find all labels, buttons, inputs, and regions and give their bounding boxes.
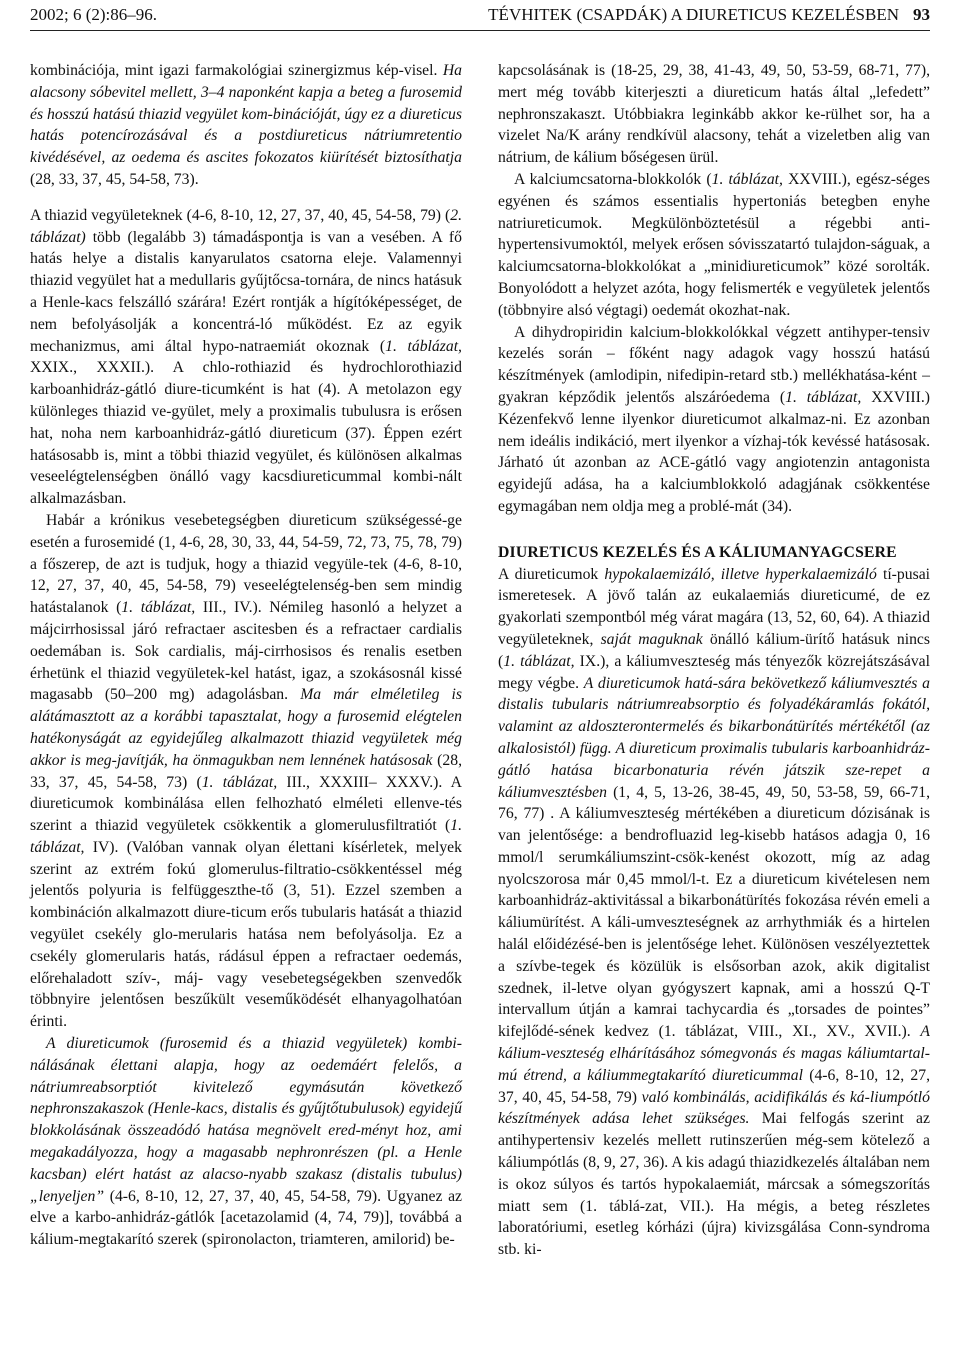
paragraph [30,1033,462,1251]
right-column [498,60,930,1261]
italic-text-run: 2. táblázat) [30,206,462,246]
text-run: III., IV.). Némileg hasonló a helyzet a májcirrhosissal járó refractaer ascitesben és a refractaer cardialis oedemában is. Sok cardialis, máj-cirrhosisos és renalis esetben érhetünk el thiazid vegyületek-kel hatást, igaz, a szokásosnál kissé magasabb (50–200 mg) adagolásban. [30,599,462,704]
italic-text-run: 1. táblázat, [785,388,862,406]
text-run: A thiazid vegyületeknek (4-6, 8-10, 12, 27, 37, 40, 45, 54-58, 79) ( [30,206,451,224]
text-run: (28, 33, 37, 45, 54-58, 73) ( [30,751,462,791]
paragraph [30,205,462,510]
text-run: (1, 4, 5, 13-26, 38-45, 49, 50, 53-58, 59, 66-71, 76, 77) . A káliumveszteség mértékében a diureticum dózisának is van jelentősége: a bendrofluazid leg-kisebb hatásos adagja 0, 16 mmol/l serumkáliumszint-csök-kenést okozott, míg az adag nyolcszorosa már 0,45 mmol/l-t. Ez a diureticum kivételesen nem karboanhidráz-aktivitással a bikarbonátürítés fokozása révén emeli a káliumürítést. A káli-umveszteségnek az arrhythmiák és a hirtelen halál előidézésé-ben is jelentősége lehet. Különösen veszélyeztettek a szívbe-tegek és közülük is elsősorban azok, akik digitalist szednek, il-letve olyan gyógyszert kapnak, ami a hosszú Q-T intervallum útján a kamrai tachycardia és „torsades de pointes” kifejlődé-sének kedvez (1. táblázat, VIII., XI., XV., XVII.). [498,783,930,1041]
italic-text-run: 1. táblázat, [711,170,783,188]
text-run: kombinációja, mint igazi farmakológiai szinergizmus kép-visel. [30,62,443,79]
text-run: IV). (Valóban vannak olyan élettani kísérletek, melyek szerint az extrém fokú glomerulus-filtratio-csökkentéssel még jelentős polyuria is felfüggeszthe-tő (3, 51). Ezzel szemben a kombináción alkalmazott diure-ticum erős tubularis hatását a thiazid vegyület csekély glo-merularis hatása nem befolyásolja. Ez a csekély glomerularis hatás, rádásul éppen a refractaer oedemás, előrehaladott szív-, máj- vagy vesebetegségekben szenvedők többnyire jelentősen beszűkült veseműködését elhanyagolhatóan érinti. [30,838,462,1031]
italic-text-run: Ma már elméletileg is alátámasztott az a korábbi tapasztalat, hogy a furosemid elégtelen hatékonyságát az egyidejűleg alkalmazott thiazid vegyületek még akkor is meg-javítják, ha önmagukban nem lennének hatásosak [30,686,462,769]
italic-text-run: 1. táblázat, [121,599,196,617]
text-run: Habár a krónikus vesebetegségben diureticum szükségessé-ge esetén a furosemidé (1, 4-6, 28, 30, 33, 44, 54-59, 72, 73, 75, 78, 79) a főszerep, de azt is tudjuk, hogy a thiazid vegyüle-tek (4-6, 8-10, 12, 27, 37, 40, 45, 54-58, 79) veseelégtelenség-ben sem mindig hatástalanok ( [30,511,462,617]
text-run: (28, 33, 37, 45, 54-58, 73). [30,170,199,188]
paragraph [30,60,462,191]
text-run: A diureticumok [498,565,605,583]
paragraph [498,169,930,322]
italic-text-run: Ha alacsony sóbevitel mellett, 3–4 naponként kapja a beteg a furosemid és hosszú hatású thiazid vegyület kom-binációját, úgy ez a diureticus hatás potencírozásával és a postdiureticus nátriumretentio kivédésével, az oedema és ascites fokozatos kiürítését biztosíthatja [30,62,462,167]
text-run: több (legalább 3) támadáspontja is van a vesében. A fő hatás helye a distalis kanyarulatos csatorna eleje. Valamennyi thiazid vegyület hat a medullaris gyűjtőcsa-tornára, de nincs hatásuk a Henle-kacs felszálló szárára! Ezért rontják a hígítóképességet, de nem befolyásolják a koncentrá-ló működést. Ez az egyik mechanizmus, ami által hypo-natraemiát okoznak ( [30,228,462,355]
italic-text-run: 1. táblázat, [30,817,462,856]
left-column [30,60,462,1251]
text-run: A kalciumcsatorna-blokkolók ( [514,170,712,188]
italic-text-run: való kombinálás, acidifikálás és ká-liumpótló készítmények adása lehet szükséges. [498,1088,931,1128]
text-run: XXVIII.), egész-séges egyénen és számos essentialis hypertoniás betegben enyhe natriureticumok. Megkülönböztetésül a régebbi anti-hypertensivumoktól, melyek erősen sóvisszatartó tulajdon-ságuak, a kalciumcsatorna-blokkolókat a „minidiureticumok” közé sorolták. Bonyolódott a helyzet azóta, hogy felismerték e vegyületek jelentős (többnyire alsó végtagi) oedemát okozhat-nak. [498,170,930,319]
italic-text-run: 1. táblázat, [385,337,462,355]
italic-text-run: 1. táblázat, [503,652,575,670]
italic-text-run: 1. táblázat, [201,773,278,791]
running-title [488,4,930,26]
text-run: önálló kálium-ürítő hatásuk nincs ( [498,630,930,670]
italic-text-run: hypokalaemizáló, illetve hyperkalaemizáló [604,565,877,583]
italic-text-run: saját maguknak [600,630,703,648]
paragraph [30,510,462,1033]
journal-citation: 2002; 6 (2):86–96. [30,5,158,24]
italic-text-run: A kálium-veszteség elhárításához sómegvonás és magas káliumtartal-mú étrend, a káliummegtakarító diureticummal [498,1023,930,1084]
text-run: IX.), a káliumveszteség más tényezők közrejátszásával megy végbe. [498,652,930,692]
text-run: kapcsolásának is (18-25, 29, 38, 41-43, 49, 50, 53-59, 68-71, 77), mert még tovább kiterjeszti a diureticum hatás által „lefedett” nephronszakaszt. Utóbbiakra leginkább akkor ke-rülhet sor, ha a vizelet Na/K arány rendkívül alacsony, tehát a vizeletben alig van nátrium, de kálium bőségesen ürül. [498,62,930,167]
text-run: A dihydropiridin kalcium-blokkolókkal végzett antihyper-tensiv kezelés során – főként nagy adagok vagy hosszú hatású készítmények (amlodipin, nifedipin-retard stb.) mellékhatása-ként – gyakran képződik jelentős alszáróedema ( [498,323,930,406]
text-run: (4-6, 8-10, 12, 27, 37, 40, 45, 54-58, 79) [498,1066,930,1106]
text-run: tí-pusai ismeretesek. A jövő talán az eukalaemiás diureticumé, de ez gyakorlati szempontból még várat magára (13, 52, 60, 64). A thiazid vegyületeknek, [498,565,931,648]
running-header [30,4,930,28]
italic-text-run: A diureticumok (furosemid és a thiazid vegyületek) kombi-nálásának élettani alapja, hogy az oedemáért felelős, a nátriumreabsorptiót kivitelező egymásután következő nephronszakaszok (Henle-kacs, distalis és gyűjtőtubulusok) egyidejű blokkolásának összeadódó hatása megnövelt ered-ményt hoz, ami megakadályozza, hogy a magasabb nephronrészen (pl. a Henle kacsban) elért hatást az alacso-nyabb szakasz (distalis tubulus) „lenyeljen” [30,1035,462,1205]
text-run: XXVIII.) Kézenfekvő lenne ilyenkor diureticumot alkalmaz-ni. Ez azonban nem ideális indikáció, mert ilyenkor a vízhaj-tók kevéssé hatásosak. Járható út azonban az ACE-gátló vagy angiotenzin antagonista egyidejű adása, ha a kalciumblokkoló adagjának csökkentése egymagában nem oldja meg a problé-mát (34). [498,388,930,515]
running-title-text: TÉVHITEK (CSAPDÁK) A DIURETICUS KEZELÉSBEN [488,5,899,24]
paragraph [498,322,930,518]
paragraph [498,564,930,1262]
paragraph [498,60,930,169]
text-run: III., XXXIII– XXXV.). A diureticumok kombinálása ellen felhozható elméleti ellenve-tés szerint a thiazid vegyületek csökkentik a glomerulusfiltratiót ( [30,773,462,835]
text-run: Mai felfogás szerint az antihypertensiv kezelés mellett rutinszerűen még-sem kötelező a káliumpótlás (8, 9, 27, 36). A kis adagú thiazidkezelés általában nem is okoz súlyos és tartós hypokalaemiát, márcsak a sómegszorítás miatt sem (1. táblá-zat, VII.). Ha mégis, a beteg részletes laboratóriumi, esetleg kórházi (újra) kivizsgálása Conn-syndroma stb. ki- [498,1110,930,1259]
header-rule [30,30,930,31]
page-number: 93 [913,5,930,24]
section-heading: DIURETICUS KEZELÉS ÉS A KÁLIUMANYAGCSERE [498,543,897,561]
text-run: (4-6, 8-10, 12, 27, 37, 40, 45, 54-58, 79). Ugyanez az elve a karbo-anhidráz-gátlók [acetazolamid (4, 74, 79)], továbbá a kálium-megtakarító szerek (spironolacton, triamteren, amilorid) be- [30,1187,462,1249]
text-run: XXIX., XXXII.). A chlo-rothiazid és hydrochlorothiazid karboanhidráz-gátló diure-ticumként is hat (4). A metolazon egy különleges thiazid ve-gyület, mely a proximalis tubulusra is erősen hat, noha nem karboanhidráz-gátló diureticum (37). Éppen ezért hatásosabb is, mint a többi thiazid vegyület, és különösen alkalmas veseelégtelenségben önálló vagy kacsdiureticummal kombi-nált alkalmazásban. [30,359,462,508]
italic-text-run: A diureticumok hatá-sára bekövetkező káliumvesztés a distalis tubularis nátriumreabsorptio és folyadékáramlás fokától, valamint az aldoszterontermelés és bikarbonátürítés mértékétől (az alkalosistól) függ. A diureticum proximalis tubularis karboanhidráz-gátló hatása bicarbonaturia révén játszik sze-repet a káliumvesztésben [498,674,931,801]
